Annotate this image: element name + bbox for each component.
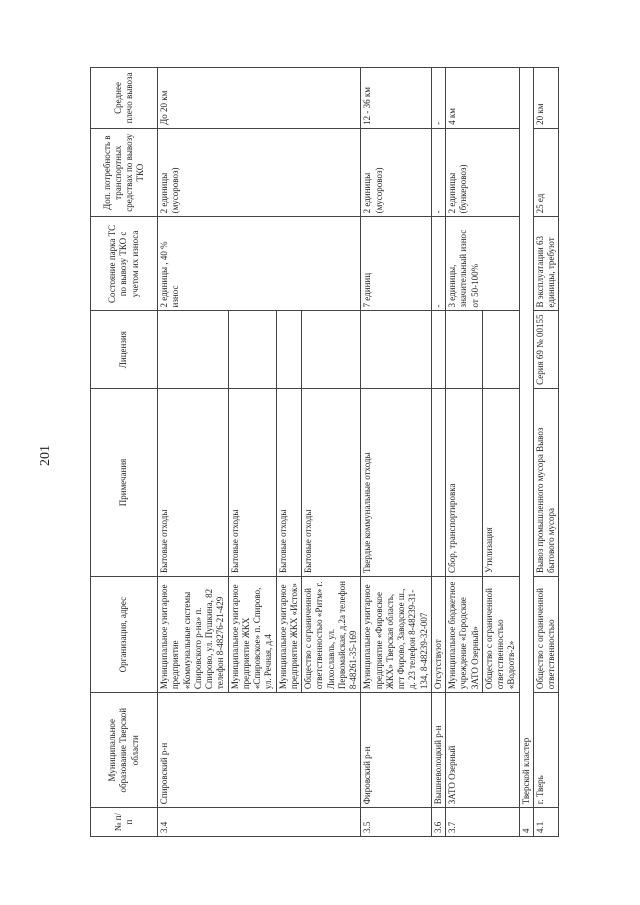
distance-cell: 12 - 36 км bbox=[361, 68, 432, 129]
fleet-state-cell: 7 единиц bbox=[361, 217, 432, 311]
extra-need-cell: 2 единицы (мусоровоз) bbox=[158, 128, 361, 217]
license-cell bbox=[302, 311, 361, 388]
municipality-cell: г. Тверь bbox=[533, 693, 559, 808]
page-number: 201 bbox=[38, 445, 53, 466]
organization-cell: Муниципальное бюджетное учреждение «Городские ЗАТО Озерный» bbox=[446, 577, 483, 693]
row-num: 3.6 bbox=[431, 808, 445, 837]
distance-cell: 4 км bbox=[446, 68, 520, 129]
organization-cell: Отсутствуют bbox=[431, 577, 445, 693]
table-row bbox=[431, 68, 445, 837]
organization-cell: Муниципальное унитарное предприятие «Коммунальные системы Спировского р-на» п. Спирово, ул. Пушкина, 82 телефон 8-48276-21-429 bbox=[158, 577, 229, 693]
extra-need-cell: 2 единицы (мусоровоз) bbox=[361, 128, 432, 217]
row-num: 4.1 bbox=[533, 808, 559, 837]
organization-cell: Общество с ограниченной ответственностью «Водоотв-2» bbox=[482, 577, 519, 693]
organization-cell: Общество с ограниченной ответственностью bbox=[533, 577, 559, 693]
row-num: 4 bbox=[519, 808, 533, 837]
organization-cell: Общество с ограниченной ответственностью «Ритм» г. Лихославль, ул. Первомайская, д.2а телефон 8-48261-35-169 bbox=[302, 577, 361, 693]
municipality-cell: Вышневолоцкий р-н bbox=[431, 693, 445, 808]
license-cell bbox=[228, 311, 276, 388]
row-num: 3.5 bbox=[361, 808, 432, 837]
row-num: 3.4 bbox=[158, 808, 361, 837]
notes-cell: Сбор, транспортировка bbox=[446, 388, 483, 576]
extra-need-cell: - bbox=[431, 128, 445, 217]
section-row bbox=[519, 68, 533, 837]
distance-cell: 20 км bbox=[533, 68, 559, 129]
municipality-cell: ЗАТО Озерный bbox=[446, 693, 520, 808]
organization-cell: Муниципальное унитарное предприятие ЖКХ «Спировское» п. Спирово, ул. Речная, д.4 bbox=[228, 577, 276, 693]
notes-cell bbox=[431, 388, 445, 576]
header-license: Лицензия bbox=[91, 311, 158, 388]
header-notes: Примечания bbox=[91, 388, 158, 576]
license-cell bbox=[482, 311, 519, 388]
notes-cell: Бытовые отходы bbox=[276, 388, 302, 576]
header-fleet-state: Состояние парка ТС по вывозу ТКО с учетом их износа bbox=[91, 217, 158, 311]
row-num: 3.7 bbox=[446, 808, 520, 837]
waste-transport-table bbox=[90, 67, 559, 837]
header-distance: Среднее плечо вывоза bbox=[91, 68, 158, 129]
table-row bbox=[158, 68, 229, 837]
notes-cell: Вывоз промышленного мусора Вывоз бытового мусора bbox=[533, 388, 559, 576]
notes-cell: Бытовые отходы bbox=[158, 388, 229, 576]
license-cell bbox=[361, 311, 432, 388]
extra-need-cell: 25 ед bbox=[533, 128, 559, 217]
distance-cell: До 20 км bbox=[158, 68, 361, 129]
notes-cell: Утилизация bbox=[482, 388, 519, 576]
header-row bbox=[91, 68, 158, 837]
license-cell bbox=[446, 311, 483, 388]
license-cell bbox=[431, 311, 445, 388]
distance-cell: - bbox=[431, 68, 445, 129]
table-row bbox=[446, 68, 483, 837]
fleet-state-cell: В эксплуатации 63 единицы, требуют bbox=[533, 217, 559, 311]
header-municipality: Муниципальное образование Тверской области bbox=[91, 693, 158, 808]
fleet-state-cell: 3 единицы, значительный износ от 50-100% bbox=[446, 217, 520, 311]
table-row bbox=[533, 68, 559, 837]
fleet-state-cell: 2 единицы , 40 % износ bbox=[158, 217, 361, 311]
header-extra-need: Доп. потребность в транспортных средствах по вывозу ТКО bbox=[91, 128, 158, 217]
header-organization: Организация, адрес bbox=[91, 577, 158, 693]
notes-cell: Твердые коммунальные отходы bbox=[361, 388, 432, 576]
organization-cell: Муниципальное унитарное предприятие ЖКХ «Исток» bbox=[276, 577, 302, 693]
municipality-cell: Фировский р-н bbox=[361, 693, 432, 808]
license-cell: Серия 69 № 00155 bbox=[533, 311, 559, 388]
license-cell bbox=[276, 311, 302, 388]
license-cell bbox=[158, 311, 229, 388]
header-num: № п/п bbox=[91, 808, 158, 837]
municipality-cell: Спировский р-н bbox=[158, 693, 361, 808]
table-row bbox=[361, 68, 432, 837]
fleet-state-cell: - bbox=[431, 217, 445, 311]
notes-cell: Бытовые отходы bbox=[228, 388, 276, 576]
section-label: Тверской кластер bbox=[519, 68, 533, 808]
extra-need-cell: 2 единицы (бункеровоз) bbox=[446, 128, 520, 217]
organization-cell: Муниципальное унитарное предприятие «Фировское ЖКХ» Тверская область, пгт Фирово, Заводское ш., д. 23 телефон 8-48239-31-134, 8-48239-32-007 bbox=[361, 577, 432, 693]
notes-cell: Бытовые отходы bbox=[302, 388, 361, 576]
rotated-table-container bbox=[90, 67, 635, 837]
